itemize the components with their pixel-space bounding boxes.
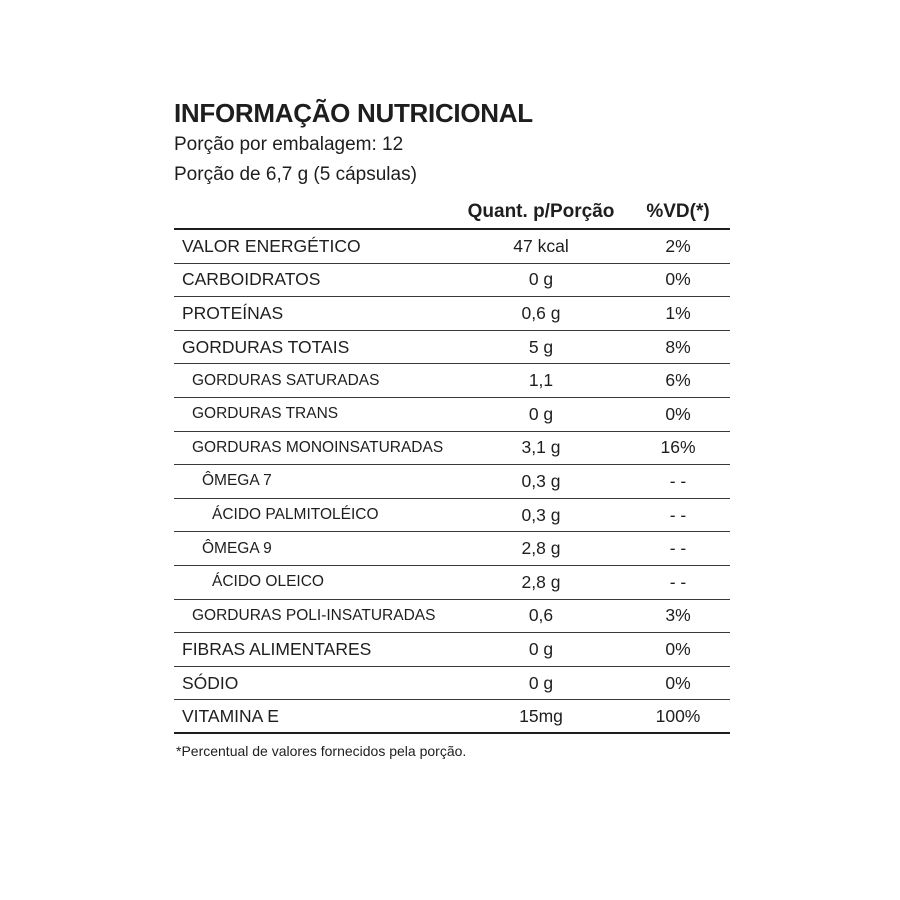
nutrient-quantity: 0 g: [528, 638, 554, 659]
nutrient-name: PROTEÍNAS: [182, 302, 284, 323]
nutrient-quantity: 0,6: [528, 605, 554, 626]
nutrient-name: GORDURAS TOTAIS: [182, 336, 350, 357]
nutrient-daily-value: 0%: [665, 638, 691, 659]
nutrient-daily-value: - -: [669, 470, 687, 491]
nutrient-quantity: 0 g: [528, 269, 554, 290]
table-row: [174, 499, 730, 533]
nutrient-daily-value: 6%: [665, 370, 691, 391]
nutrient-daily-value: 1%: [665, 302, 691, 323]
table-row: [174, 264, 730, 298]
nutrient-name: VALOR ENERGÉTICO: [182, 235, 361, 256]
nutrient-daily-value: 0%: [665, 403, 691, 424]
nutrient-name: GORDURAS MONOINSATURADAS: [192, 438, 444, 456]
nutrient-daily-value: - -: [669, 538, 687, 559]
nutrient-daily-value: - -: [669, 504, 687, 525]
table-row: [174, 600, 730, 634]
quantity-column-header: Quant. p/Porção: [467, 201, 615, 222]
table-row: [174, 532, 730, 566]
table-row: [174, 297, 730, 331]
table-row: [174, 230, 730, 264]
nutrient-quantity: 0,3 g: [521, 504, 561, 525]
nutrient-daily-value: 0%: [665, 269, 691, 290]
table-row: [174, 364, 730, 398]
nutrient-quantity: 5 g: [528, 336, 554, 357]
nutrient-quantity: 3,1 g: [521, 437, 561, 458]
nutrient-name: ÁCIDO PALMITOLÉICO: [212, 506, 379, 524]
nutrient-name: GORDURAS POLI-INSATURADAS: [192, 606, 436, 624]
table-row: [174, 432, 730, 466]
nutrient-quantity: 0,3 g: [521, 470, 561, 491]
nutrient-quantity: 2,8 g: [521, 538, 561, 559]
nutrient-daily-value: 2%: [665, 235, 691, 256]
table-row: [174, 566, 730, 600]
table-row: [174, 633, 730, 667]
label-title: INFORMAÇÃO NUTRICIONAL: [174, 98, 533, 128]
nutrient-name: GORDURAS TRANS: [192, 405, 339, 423]
serving-size: Porção de 6,7 g (5 cápsulas): [174, 164, 417, 185]
nutrient-quantity: 0 g: [528, 672, 554, 693]
daily-value-column-header: %VD(*): [646, 201, 710, 222]
nutrient-daily-value: 8%: [665, 336, 691, 357]
nutrient-name: ÔMEGA 9: [202, 539, 272, 557]
nutrient-quantity: 15mg: [519, 705, 563, 726]
table-row: [174, 331, 730, 365]
table-row: [174, 465, 730, 499]
table-header: [174, 194, 730, 228]
nutrient-name: GORDURAS SATURADAS: [192, 371, 380, 389]
nutrition-facts-panel: [174, 96, 730, 759]
nutrient-table: [174, 228, 730, 734]
nutrient-name: VITAMINA E: [182, 705, 279, 726]
nutrient-quantity: 0 g: [528, 403, 554, 424]
table-row: [174, 667, 730, 701]
servings-per-package: Porção por embalagem: 12: [174, 134, 404, 155]
nutrient-daily-value: 16%: [660, 437, 696, 458]
nutrient-daily-value: 100%: [655, 705, 701, 726]
nutrient-name: CARBOIDRATOS: [182, 269, 321, 290]
nutrient-daily-value: 0%: [665, 672, 691, 693]
nutrient-quantity: 1,1: [528, 370, 554, 391]
nutrient-daily-value: - -: [669, 571, 687, 592]
nutrient-name: FIBRAS ALIMENTARES: [182, 638, 372, 659]
nutrient-quantity: 2,8 g: [521, 571, 561, 592]
nutrient-quantity: 0,6 g: [521, 302, 561, 323]
table-row: [174, 398, 730, 432]
nutrient-name: ÔMEGA 7: [202, 472, 272, 490]
nutrient-daily-value: 3%: [665, 605, 691, 626]
nutrient-name: SÓDIO: [182, 672, 239, 693]
nutrient-quantity: 47 kcal: [513, 235, 569, 256]
table-row: [174, 700, 730, 734]
nutrient-name: ÁCIDO OLEICO: [212, 573, 324, 591]
footnote: *Percentual de valores fornecidos pela porção.: [176, 742, 467, 759]
